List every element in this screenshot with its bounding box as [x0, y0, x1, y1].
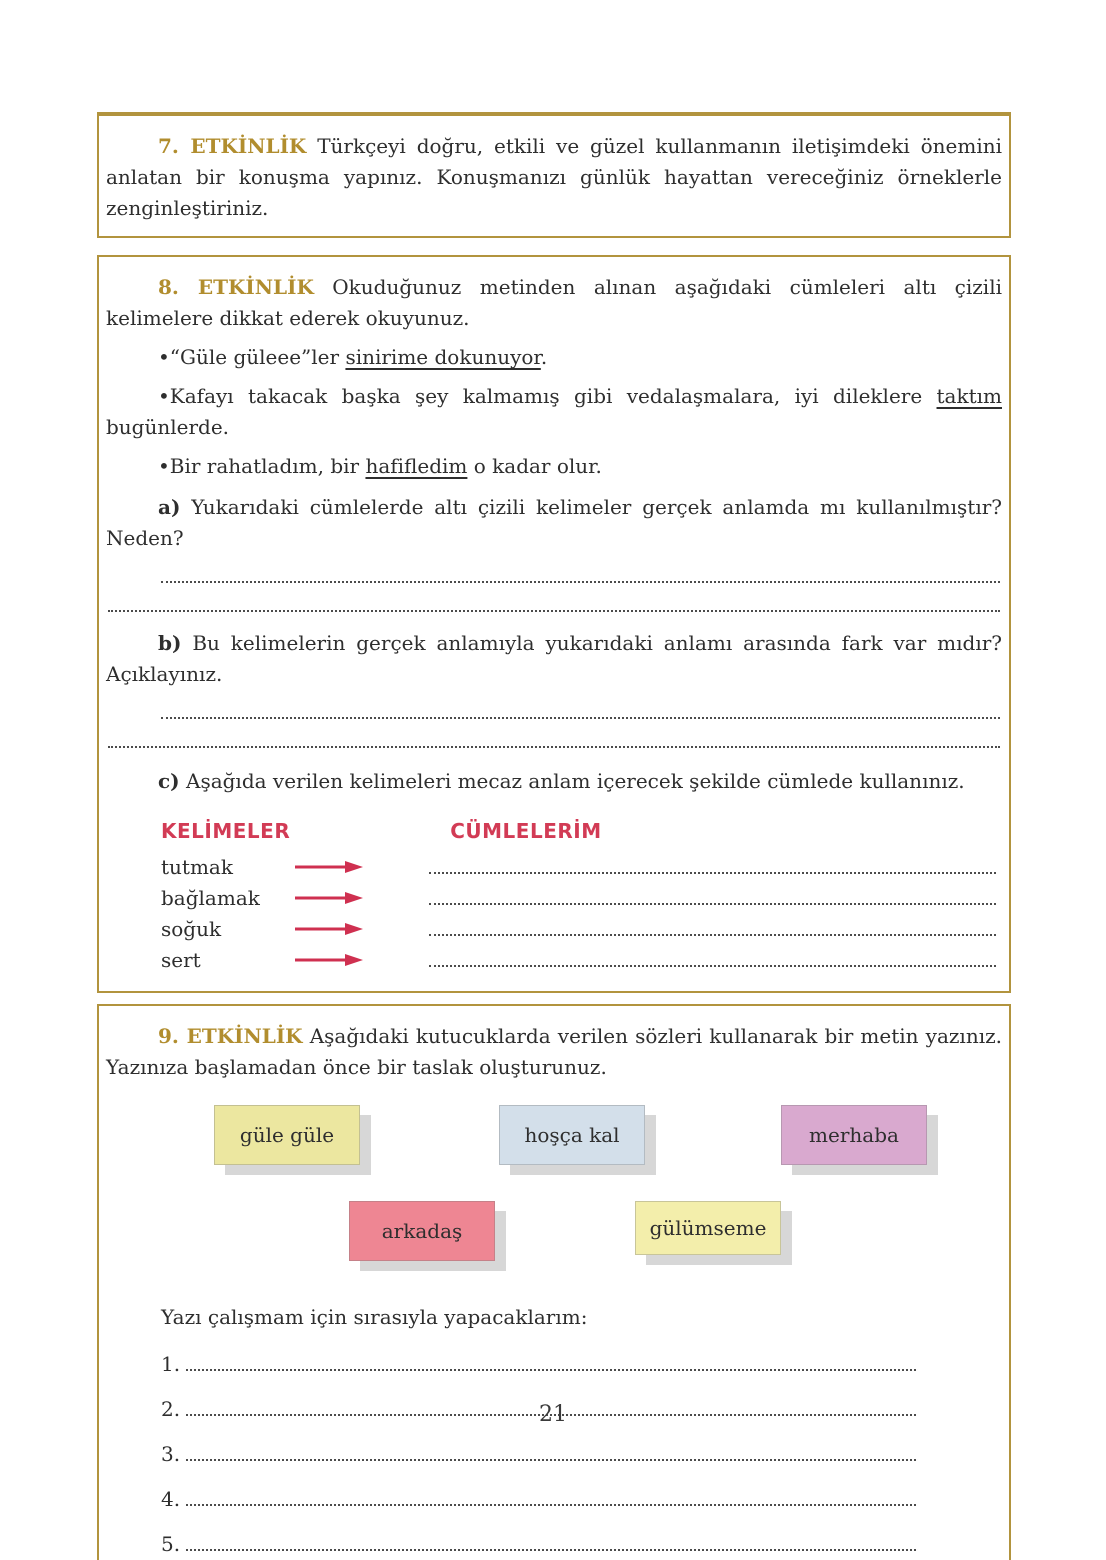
answer-line	[429, 872, 996, 874]
word-label: bağlamak	[161, 885, 260, 910]
word-card-merhaba: merhaba	[781, 1105, 927, 1165]
activity-9-box	[97, 1004, 1011, 1560]
question-a: a) Yukarıdaki cümlelerde altı çizili kelimeler gerçek anlamda mı kullanılmıştır? Neden?	[106, 495, 1002, 550]
word-card-arkadas: arkadaş	[349, 1201, 495, 1261]
activity-8-intro	[106, 272, 1002, 334]
arrow-icon	[293, 860, 365, 874]
word-card-gulumseme: gülümseme	[635, 1201, 781, 1255]
activity-7-label: 7. ETKİNLİK	[158, 134, 307, 158]
column-header-kelimeler: KELİMELER	[161, 819, 291, 843]
answer-line	[161, 581, 1000, 583]
plan-item-number: 3.	[161, 1442, 181, 1466]
arrow-icon	[293, 891, 365, 905]
answer-line	[186, 1549, 916, 1551]
word-label: tutmak	[161, 854, 233, 879]
question-c: c) Aşağıda verilen kelimeleri mecaz anlam içerecek şekilde cümlede kullanınız.	[158, 769, 965, 793]
answer-line	[161, 717, 1000, 719]
activity-8-label: 8. ETKİNLİK	[158, 275, 314, 299]
bullet-sentence-1: •“Güle güleee”ler sinirime dokunuyor.	[158, 345, 548, 369]
answer-line	[186, 1369, 916, 1371]
underlined-phrase: sinirime dokunuyor	[345, 345, 541, 369]
answer-line	[186, 1504, 916, 1506]
activity-9-label: 9. ETKİNLİK	[158, 1024, 303, 1048]
activity-8-instruction: Okuduğunuz metinden alınan aşağıdaki cümleleri altı çizili kelimelere dikkat ederek okuyunuz.	[106, 275, 1002, 330]
word-card-hosca-kal: hoşça kal	[499, 1105, 645, 1165]
plan-item-number: 1.	[161, 1352, 181, 1376]
word-cards-row-2	[106, 1201, 1002, 1261]
answer-line	[108, 746, 1000, 748]
plan-item	[106, 1354, 1002, 1374]
activity-9-instruction: Aşağıdaki kutucuklarda verilen sözleri kullanarak bir metin yazınız. Yazınıza başlamadan önce bir taslak oluşturunuz.	[106, 1024, 1003, 1079]
table-row	[161, 944, 996, 975]
answer-line	[429, 965, 996, 967]
activity-7-text	[106, 131, 1002, 224]
answer-line	[429, 934, 996, 936]
table-row	[161, 851, 996, 882]
word-card-gule-gule: güle güle	[214, 1105, 360, 1165]
plan-item-number: 2.	[161, 1397, 181, 1421]
activity-8-box	[97, 255, 1011, 993]
word-label: sert	[161, 947, 201, 972]
plan-item	[106, 1534, 1002, 1554]
answer-line	[108, 610, 1000, 612]
plan-item	[106, 1444, 1002, 1464]
plan-heading: Yazı çalışmam için sırasıyla yapacaklarım:	[161, 1305, 588, 1329]
answer-line	[429, 903, 996, 905]
table-row	[161, 913, 996, 944]
words-sentences-table	[106, 819, 1002, 975]
underlined-phrase: taktım	[936, 384, 1002, 408]
page-number: 21	[539, 1402, 567, 1427]
word-label: soğuk	[161, 916, 222, 941]
plan-item	[106, 1489, 1002, 1509]
answer-line	[186, 1459, 916, 1461]
word-cards-row-1	[106, 1105, 1002, 1165]
bullet-sentence-2: •Kafayı takacak başka şey kalmamış gibi vedalaşmalara, iyi dileklere taktım bugünlerde.	[106, 384, 1002, 439]
plan-item-number: 5.	[161, 1532, 181, 1556]
activity-9-intro	[106, 1021, 1002, 1083]
underlined-phrase: hafifledim	[365, 454, 468, 478]
activity-7-instruction: Türkçeyi doğru, etkili ve güzel kullanmanın iletişimdeki önemini anlatan bir konuşma yapınız. Konuşmanızı günlük hayattan vereceğiniz örneklerle zenginleştiriniz.	[106, 134, 1003, 220]
arrow-icon	[293, 953, 365, 967]
column-header-cumlelerim: CÜMLELERİM	[450, 819, 602, 843]
plan-item-number: 4.	[161, 1487, 181, 1511]
table-header-row	[161, 819, 996, 843]
question-b: b) Bu kelimelerin gerçek anlamıyla yukarıdaki anlamı arasında fark var mıdır? Açıklayınız.	[106, 631, 1003, 686]
table-row	[161, 882, 996, 913]
arrow-icon	[293, 922, 365, 936]
activity-7-box	[97, 112, 1011, 238]
bullet-sentence-3: •Bir rahatladım, bir hafifledim o kadar olur.	[158, 454, 602, 478]
